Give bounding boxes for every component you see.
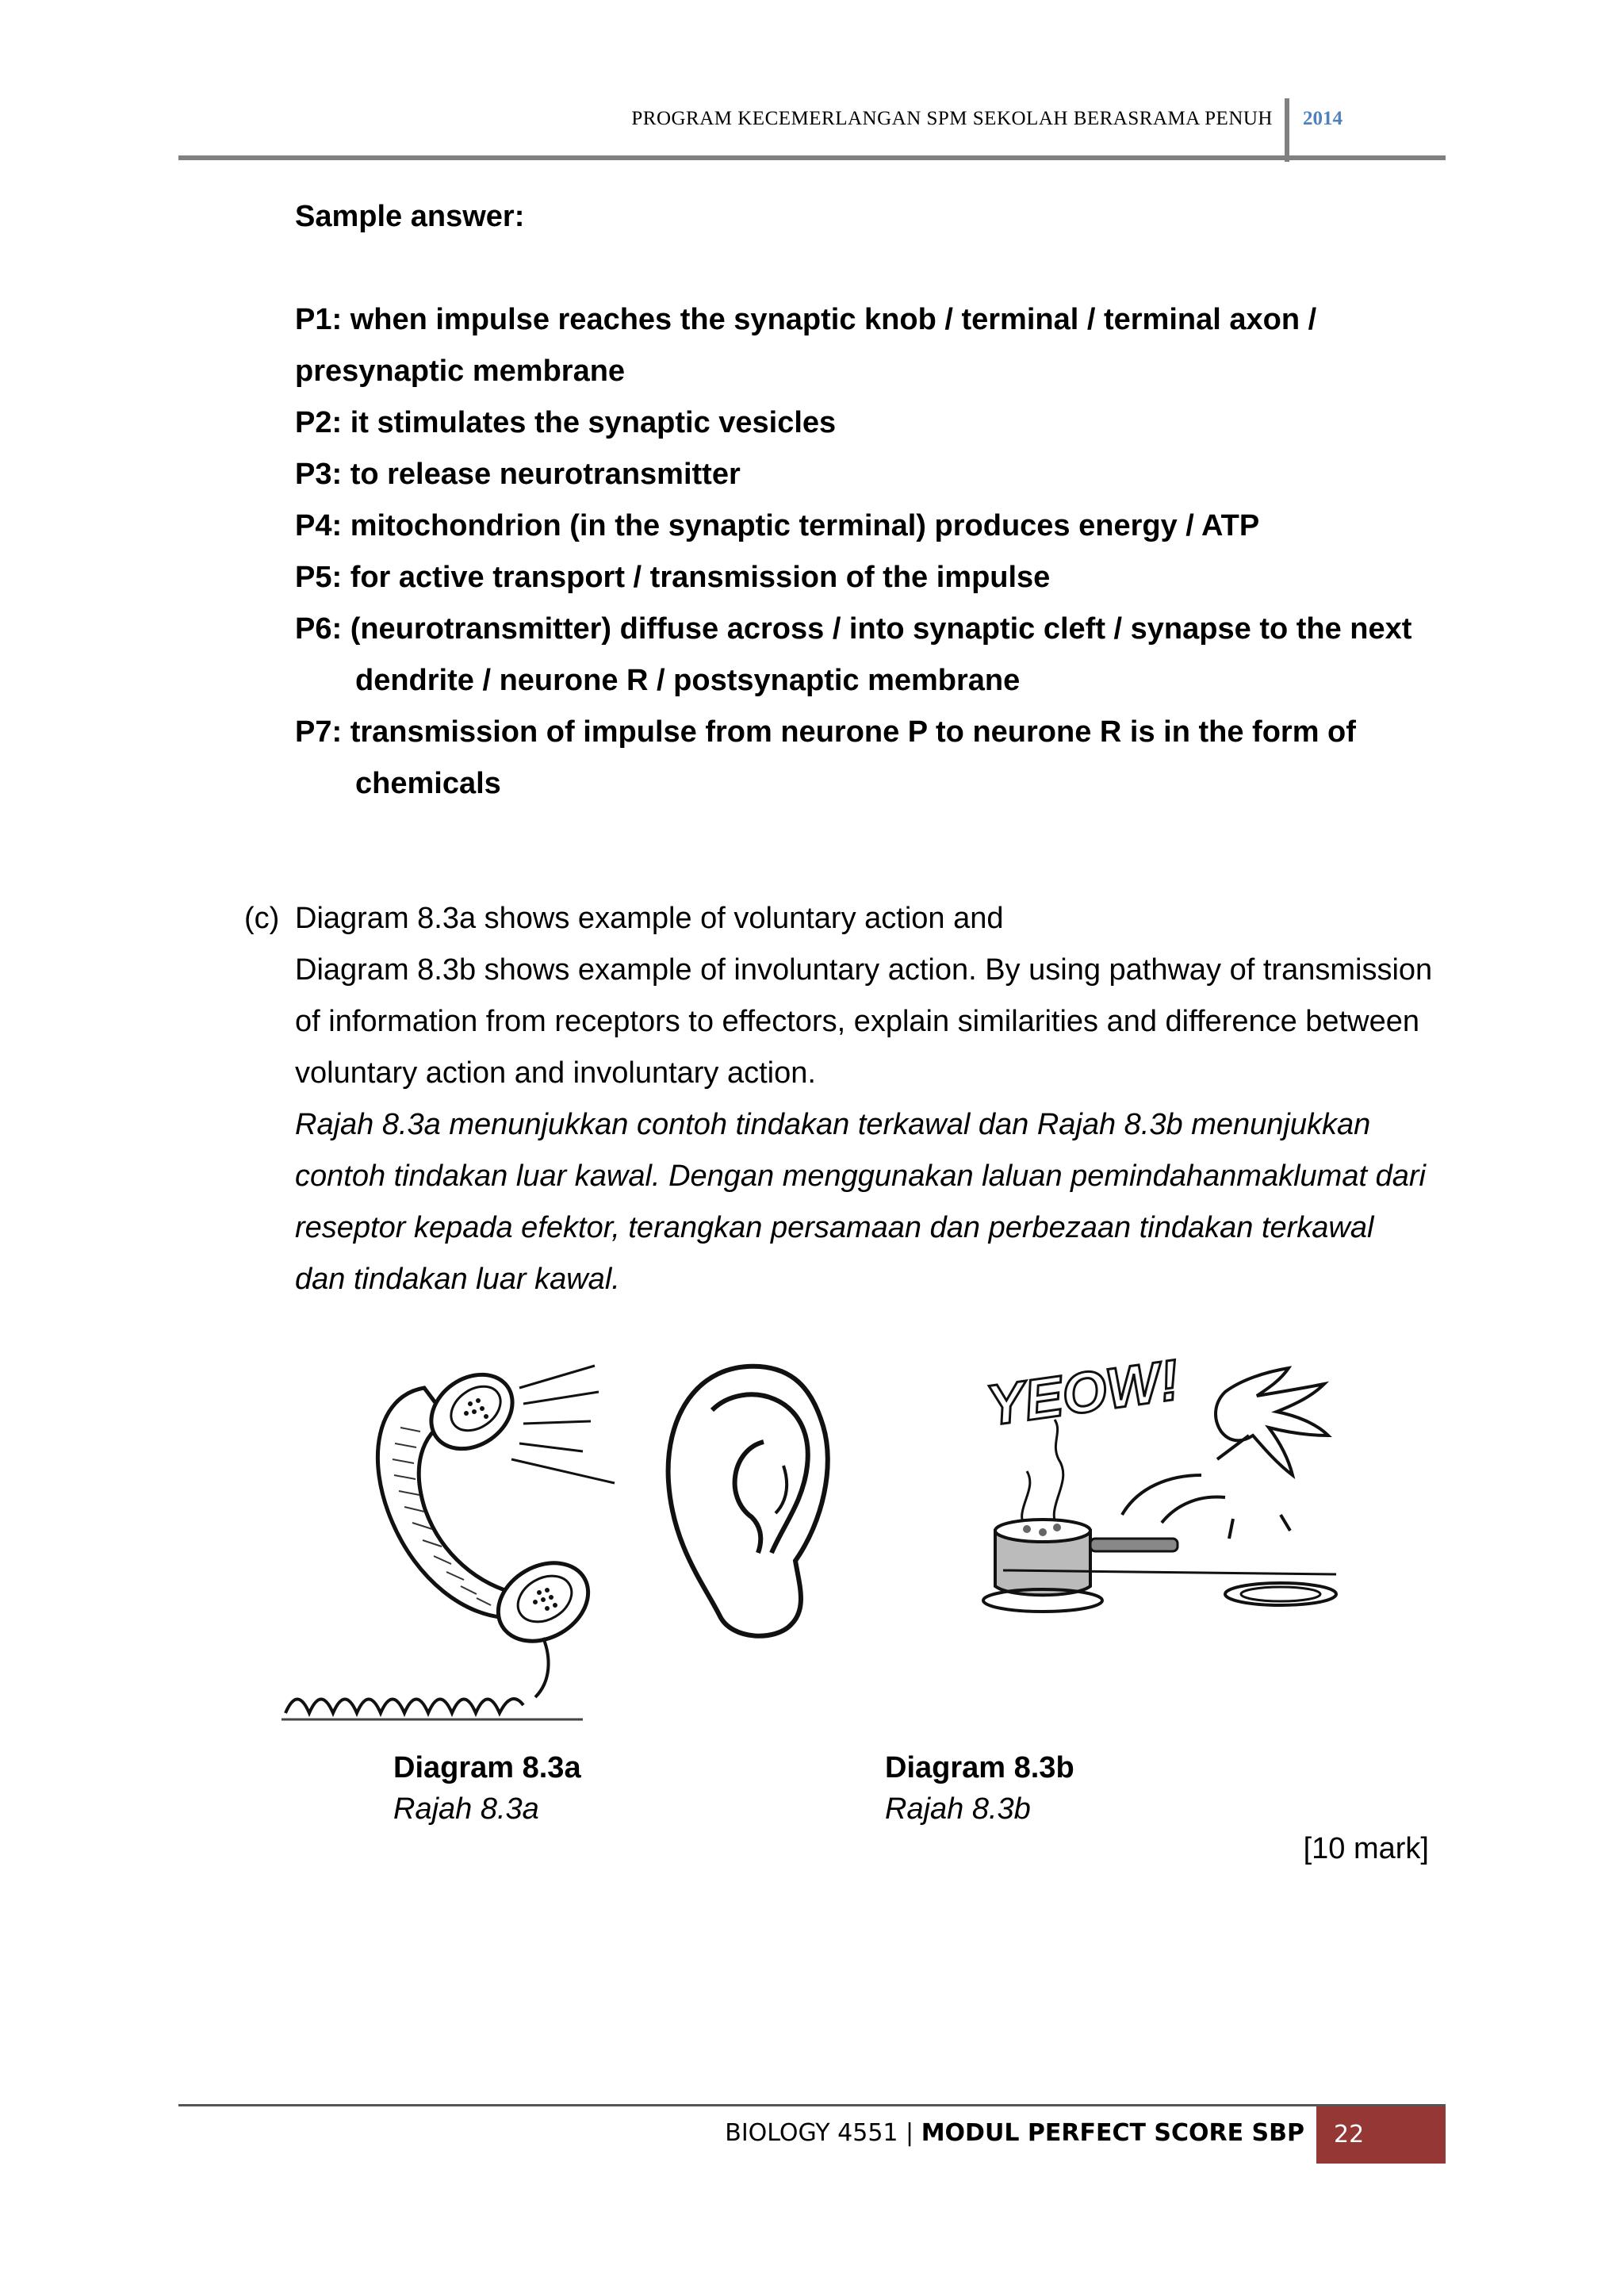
yeow-exclamation: YEOW! — [982, 1348, 1183, 1439]
answer-line-p1-cont: presynaptic membrane — [295, 355, 626, 388]
question-line-4: voluntary action and involuntary action. — [295, 1056, 816, 1090]
answer-heading: Sample answer: — [295, 200, 525, 233]
answer-line-p2: P2: it stimulates the synaptic vesicles — [295, 406, 837, 439]
diagram-b-caption-malay: Rajah 8.3b — [885, 1792, 1031, 1826]
marks-allocation: [10 mark] — [1303, 1832, 1429, 1865]
header-year: 2014 — [1303, 108, 1342, 129]
answer-line-p7-cont: chemicals — [355, 767, 501, 800]
answer-line-p7: P7: transmission of impulse from neurone P to neurone R is in the form of — [295, 715, 1356, 749]
diagram-b-caption: Diagram 8.3b — [885, 1751, 1074, 1784]
answer-line-p4: P4: mitochondrion (in the synaptic terminal) produces energy / ATP — [295, 509, 1260, 542]
answer-line-p5: P5: for active transport / transmission of the impulse — [295, 561, 1051, 594]
question-line-1: Diagram 8.3a shows example of voluntary action and — [295, 902, 1004, 935]
footer-separator: | — [906, 2119, 914, 2147]
header-divider — [1285, 98, 1289, 162]
answer-line-p1: P1: when impulse reaches the synaptic knob / terminal / terminal axon / — [295, 303, 1317, 336]
question-malay-line-1: Rajah 8.3a menunjukkan contoh tindakan terkawal dan Rajah 8.3b menunjukkan — [295, 1108, 1371, 1141]
diagram-a-caption: Diagram 8.3a — [393, 1751, 581, 1784]
page-number: 22 — [1316, 2106, 1446, 2164]
question-line-2: Diagram 8.3b shows example of involuntary action. By using pathway of transmission — [295, 953, 1433, 987]
footer-subject: BIOLOGY 4551 — [725, 2119, 898, 2147]
answer-line-p3: P3: to release neurotransmitter — [295, 458, 741, 491]
question-label: (c) — [244, 902, 280, 935]
footer-rule — [178, 2104, 1446, 2106]
hot-pan-reflex-illustration — [963, 1348, 1344, 1626]
ear-illustration — [665, 1363, 831, 1644]
telephone-illustration — [282, 1356, 622, 1729]
diagram-a-caption-malay: Rajah 8.3a — [393, 1792, 539, 1826]
question-malay-line-4: dan tindakan luar kawal. — [295, 1263, 620, 1296]
header-program-title: PROGRAM KECEMERLANGAN SPM SEKOLAH BERASRAMA PENUH — [631, 108, 1273, 129]
footer-title — [0, 2119, 1304, 2147]
answer-line-p6-cont: dendrite / neurone R / postsynaptic membrane — [355, 664, 1021, 697]
answer-line-p6: P6: (neurotransmitter) diffuse across / into synaptic cleft / synapse to the next — [295, 612, 1412, 646]
question-malay-line-2: contoh tindakan luar kawal. Dengan menggunakan laluan pemindahanmaklumat dari — [295, 1159, 1426, 1193]
footer-module: MODUL PERFECT SCORE SBP — [921, 2119, 1304, 2147]
header-rule — [178, 155, 1446, 160]
question-line-3: of information from receptors to effectors, explain similarities and difference between — [295, 1005, 1419, 1038]
question-malay-line-3: reseptor kepada efektor, terangkan persamaan dan perbezaan tindakan terkawal — [295, 1211, 1374, 1244]
